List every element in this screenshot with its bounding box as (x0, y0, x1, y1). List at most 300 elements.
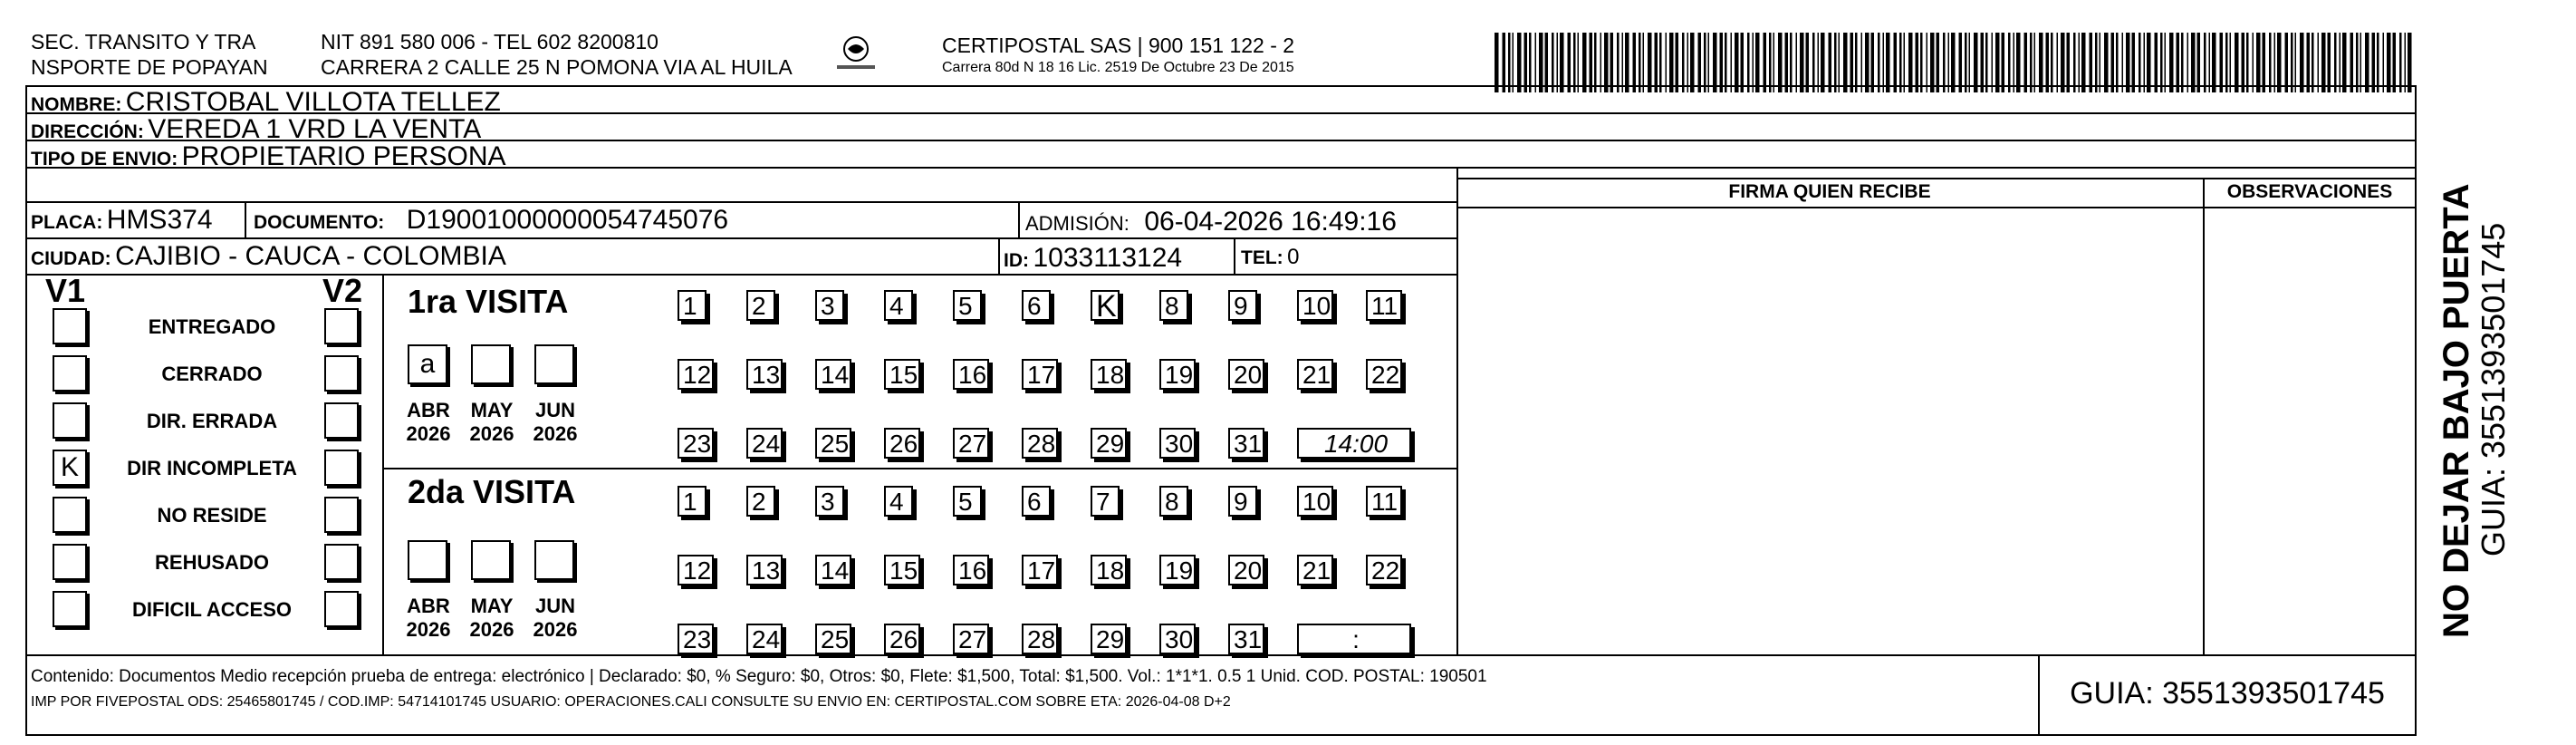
ciudad-value: CAJIBIO - CAUCA - COLOMBIA (115, 241, 506, 271)
status-label: NO RESIDE (157, 504, 267, 527)
documento-label: DOCUMENTO: (254, 212, 385, 233)
footer-guia: GUIA: 3551393501745 (2070, 676, 2385, 711)
barcode-bar (2242, 33, 2245, 92)
day-box[interactable]: 22 (1366, 555, 1402, 585)
day-box[interactable]: 15 (884, 555, 920, 585)
barcode-bar (1908, 33, 1913, 92)
day-box[interactable]: 30 (1159, 624, 1196, 654)
day-box[interactable]: 27 (953, 624, 989, 654)
ciudad-label: CIUDAD: (31, 248, 111, 269)
barcode-bar (2312, 33, 2314, 92)
day-box[interactable]: 11 (1366, 486, 1402, 517)
barcode-bar (1821, 33, 1825, 92)
barcode-bar (2393, 33, 2397, 92)
barcode-bar (1800, 33, 1804, 92)
barcode-bar (2016, 33, 2021, 92)
barcode-bar (1590, 33, 1593, 92)
barcode-bar (2307, 33, 2311, 92)
barcode-bar (1985, 33, 1988, 92)
barcode-bar (1741, 33, 1745, 92)
day-box[interactable]: 1 (678, 290, 706, 321)
barcode-bar (1785, 33, 1789, 92)
barcode-bar (1899, 33, 1902, 92)
side-warning: NO DEJAR BAJO PUERTA (2437, 183, 2476, 638)
barcode-bar (2187, 33, 2189, 92)
barcode-bar (2342, 33, 2347, 92)
sender-name (31, 29, 268, 80)
documento-value: D19001000000054745076 (406, 205, 729, 235)
barcode-bar (1920, 33, 1923, 92)
barcode-bar (1643, 33, 1645, 92)
barcode-bar (1812, 33, 1815, 92)
month-label (397, 595, 460, 642)
day-box[interactable]: 24 (746, 428, 783, 459)
day-box[interactable]: 4 (884, 290, 913, 321)
day-box[interactable]: 31 (1228, 428, 1264, 459)
id-field (1004, 243, 1182, 274)
month-checkbox[interactable] (534, 540, 574, 580)
day-box[interactable]: 14 (815, 359, 851, 390)
tipo-envio-label: TIPO DE ENVIO: (31, 149, 178, 169)
barcode-bar (2160, 33, 2163, 92)
status-v1-checkbox[interactable] (53, 355, 87, 392)
barcode-bar (1861, 33, 1863, 92)
barcode-bar (2169, 33, 2174, 92)
barcode-bar (1687, 33, 1689, 92)
barcode-bar (2209, 33, 2211, 92)
month-name: MAY (470, 399, 514, 421)
barcode-bar (1959, 33, 1963, 92)
barcode-bar (2334, 33, 2337, 92)
direccion-label: DIRECCIÓN: (31, 121, 144, 142)
month-checkbox[interactable] (471, 344, 511, 384)
admision-label: ADMISIÓN: (1025, 212, 1129, 235)
barcode-bar (2285, 33, 2289, 92)
day-box[interactable]: 19 (1159, 555, 1196, 585)
barcode-bar (1600, 33, 1602, 92)
barcode-bar (2300, 33, 2304, 92)
visit1-title: 1ra VISITA (408, 283, 569, 320)
barcode-bar (2263, 33, 2266, 92)
direccion-field (31, 114, 481, 145)
barcode-bar (2383, 33, 2385, 92)
barcode-bar (1937, 33, 1940, 92)
barcode-bar (2405, 33, 2407, 92)
status-v1-checkbox[interactable] (53, 591, 87, 627)
month-name: ABR (407, 595, 450, 617)
placa-value: HMS374 (106, 205, 213, 235)
barcode-bar (1539, 33, 1543, 92)
barcode-bar (2095, 33, 2098, 92)
day-box[interactable]: 10 (1297, 486, 1333, 517)
barcode-bar (2220, 33, 2224, 92)
month-name: ABR (407, 399, 450, 421)
observaciones-area[interactable] (2206, 210, 2413, 651)
v1-label: V1 (45, 272, 86, 309)
barcode-bar (2002, 33, 2005, 92)
day-box[interactable]: 6 (1022, 290, 1051, 321)
tipo-envio-field (31, 141, 506, 172)
barcode (1495, 33, 2418, 92)
courier-line2: Carrera 80d N 18 16 Lic. 2519 De Octubre 23 De 2015 (942, 60, 1294, 75)
barcode-bar (2256, 33, 2261, 92)
barcode-bar (2356, 33, 2359, 92)
barcode-bar (1503, 33, 1506, 92)
id-value: 1033113124 (1033, 243, 1183, 273)
barcode-bar (2295, 33, 2297, 92)
barcode-bar (2165, 33, 2167, 92)
barcode-bar (2155, 33, 2158, 92)
barcode-bar (2014, 33, 2015, 92)
day-box[interactable]: K (1091, 290, 1120, 321)
barcode-bar (1610, 33, 1614, 92)
barcode-bar (2144, 33, 2146, 92)
barcode-bar (2350, 33, 2354, 92)
day-box[interactable]: 21 (1297, 555, 1333, 585)
barcode-bar (1604, 33, 1609, 92)
placa-label: PLACA: (31, 212, 103, 233)
day-box[interactable]: 5 (953, 486, 982, 517)
barcode-bar (2377, 33, 2379, 92)
barcode-bar (1625, 33, 1629, 92)
barcode-bar (2318, 33, 2320, 92)
barcode-bar (1622, 33, 1624, 92)
barcode-bar (1943, 33, 1946, 92)
barcode-bar (1930, 33, 1935, 92)
barcode-bar (1648, 33, 1652, 92)
day-box[interactable]: 9 (1228, 290, 1257, 321)
day-box[interactable]: 23 (678, 428, 714, 459)
day-box[interactable]: 16 (953, 555, 989, 585)
time-box[interactable]: : (1297, 624, 1411, 654)
barcode-bar (2100, 33, 2101, 92)
barcode-bar (2328, 33, 2331, 92)
status-v2-checkbox[interactable] (324, 544, 359, 580)
barcode-bar (1524, 33, 1528, 92)
day-box[interactable]: 29 (1091, 624, 1127, 654)
nombre-label: NOMBRE: (31, 94, 122, 115)
day-box[interactable]: 20 (1228, 555, 1264, 585)
day-box[interactable]: 28 (1022, 428, 1058, 459)
v2-label: V2 (322, 272, 363, 309)
day-box[interactable]: 31 (1228, 624, 1264, 654)
day-box[interactable]: 22 (1366, 359, 1402, 390)
barcode-bar (1517, 33, 1522, 92)
month-label (397, 399, 460, 446)
documento-field (254, 205, 728, 236)
barcode-bar (1508, 33, 1511, 92)
barcode-bar (1676, 33, 1679, 92)
barcode-bar (2034, 33, 2036, 92)
day-box[interactable]: 6 (1022, 486, 1051, 517)
side-guia: GUIA: 3551393501745 (2475, 222, 2512, 556)
sender-contact (321, 29, 793, 80)
barcode-bar (1669, 33, 1674, 92)
status-label: DIR. ERRADA (146, 410, 278, 432)
day-box[interactable]: 2 (746, 486, 775, 517)
day-box[interactable]: 19 (1159, 359, 1196, 390)
day-box[interactable]: 18 (1091, 555, 1127, 585)
barcode-bar (1850, 33, 1854, 92)
day-box[interactable]: 13 (746, 359, 783, 390)
barcode-bar (1639, 33, 1641, 92)
contenido-text: Contenido: Documentos Medio recepción prueba de entrega: electrónico | Declarado: $0, % Seguro: $0, Otros: $0, Flete: $1,500, Total: $1,500. Vol.: 1*1*1. 0.5 1 Unid. COD. POSTAL: 190501 (31, 667, 1487, 686)
tel-value: 0 (1287, 245, 1300, 269)
month-name: JUN (534, 399, 575, 421)
barcode-bar (2340, 33, 2341, 92)
barcode-bar (1578, 33, 1580, 92)
barcode-bar (1818, 33, 1820, 92)
barcode-bar (1617, 33, 1620, 92)
barcode-bar (1948, 33, 1950, 92)
barcode-bar (1764, 33, 1767, 92)
barcode-bar (2046, 33, 2050, 92)
barcode-bar (1916, 33, 1919, 92)
status-v2-checkbox[interactable] (324, 308, 359, 344)
barcode-bar (1886, 33, 1890, 92)
status-v2-checkbox[interactable] (324, 497, 359, 533)
barcode-bar (1682, 33, 1685, 92)
admision-field (1025, 207, 1397, 237)
day-box[interactable]: 1 (678, 486, 706, 517)
nit-line: NIT 891 580 006 - TEL 602 8200810 (321, 30, 658, 53)
tipo-envio-value: PROPIETARIO PERSONA (181, 141, 506, 171)
day-box[interactable]: 10 (1297, 290, 1333, 321)
day-box[interactable]: 12 (678, 555, 714, 585)
barcode-bar (2225, 33, 2228, 92)
month-label (460, 399, 524, 446)
imp-text: IMP POR FIVEPOSTAL ODS: 25465801745 / COD.IMP: 54714101745 USUARIO: OPERACIONES.CALI CONSULTE SU ENVIO EN: CERTIPOSTAL.COM SOBRE ETA: 2026-04-08 D+2 (31, 694, 1231, 710)
barcode-bar (2277, 33, 2282, 92)
status-v1-checkbox[interactable] (53, 497, 87, 533)
barcode-bar (1981, 33, 1985, 92)
day-box[interactable]: 8 (1159, 290, 1188, 321)
barcode-bar (2235, 33, 2239, 92)
barcode-bar (2274, 33, 2276, 92)
time-box[interactable]: 14:00 (1297, 428, 1411, 459)
day-box[interactable]: 3 (815, 290, 844, 321)
month-label (460, 595, 524, 642)
barcode-bar (1529, 33, 1532, 92)
barcode-bar (1659, 33, 1662, 92)
day-box[interactable]: 21 (1297, 359, 1333, 390)
barcode-bar (1698, 33, 1702, 92)
barcode-bar (2291, 33, 2293, 92)
barcode-bar (2399, 33, 2402, 92)
barcode-bar (1560, 33, 1564, 92)
barcode-bar (2197, 33, 2201, 92)
barcode-bar (1545, 33, 1549, 92)
barcode-bar (2365, 33, 2369, 92)
status-v1-checkbox[interactable] (53, 308, 87, 344)
barcode-bar (1747, 33, 1750, 92)
day-box[interactable]: 27 (953, 428, 989, 459)
barcode-bar (1769, 33, 1772, 92)
courier-line1: CERTIPOSTAL SAS | 900 151 122 - 2 (942, 34, 1295, 57)
barcode-bar (1839, 33, 1841, 92)
day-box[interactable]: 17 (1022, 555, 1058, 585)
barcode-bar (2126, 33, 2130, 92)
barcode-bar (1871, 33, 1875, 92)
admision-value: 06-04-2026 16:49:16 (1144, 207, 1397, 237)
month-year: 2026 (469, 422, 514, 445)
barcode-bar (2181, 33, 2184, 92)
barcode-bar (2132, 33, 2136, 92)
barcode-bar (1904, 33, 1906, 92)
barcode-bar (2030, 33, 2033, 92)
day-box[interactable]: 9 (1228, 486, 1257, 517)
tel-label: TEL: (1241, 247, 1283, 268)
month-checkbox[interactable] (408, 540, 447, 580)
day-box[interactable]: 14 (815, 555, 851, 585)
barcode-bar (2408, 33, 2412, 92)
barcode-bar (2111, 33, 2115, 92)
barcode-bar (1735, 33, 1739, 92)
barcode-bar (1713, 33, 1717, 92)
day-box[interactable]: 24 (746, 624, 783, 654)
day-box[interactable]: 18 (1091, 359, 1127, 390)
barcode-bar (1655, 33, 1658, 92)
barcode-bar (2116, 33, 2119, 92)
day-box[interactable]: 11 (1366, 290, 1402, 321)
barcode-bar (1573, 33, 1576, 92)
status-v1-checkbox[interactable]: K (53, 450, 87, 486)
barcode-bar (1865, 33, 1870, 92)
month-checkbox[interactable] (534, 344, 574, 384)
day-box[interactable]: 26 (884, 428, 920, 459)
barcode-bar (1755, 33, 1760, 92)
barcode-bar (2090, 33, 2093, 92)
barcode-bar (1552, 33, 1554, 92)
status-v2-checkbox[interactable] (324, 591, 359, 627)
barcode-bar (1582, 33, 1587, 92)
day-box[interactable]: 28 (1022, 624, 1058, 654)
barcode-bar (2008, 33, 2011, 92)
id-label: ID: (1004, 250, 1029, 271)
day-box[interactable]: 2 (746, 290, 775, 321)
month-year: 2026 (469, 618, 514, 641)
barcode-bar (2360, 33, 2362, 92)
firma-header: FIRMA QUIEN RECIBE (1728, 181, 1931, 202)
barcode-bar (2039, 33, 2043, 92)
barcode-bar (2269, 33, 2272, 92)
barcode-bar (2191, 33, 2196, 92)
day-box[interactable]: 23 (678, 624, 714, 654)
barcode-bar (1992, 33, 1994, 92)
barcode-bar (1773, 33, 1775, 92)
barcode-bar (1951, 33, 1956, 92)
signature-area[interactable] (1460, 210, 2199, 651)
visit2-title: 2da VISITA (408, 473, 576, 510)
direccion-value: VEREDA 1 VRD LA VENTA (148, 114, 482, 144)
barcode-bar (2061, 33, 2065, 92)
day-box[interactable]: 25 (815, 624, 851, 654)
barcode-bar (1690, 33, 1695, 92)
barcode-bar (2139, 33, 2141, 92)
barcode-bar (1855, 33, 1858, 92)
barcode-bar (1790, 33, 1793, 92)
barcode-bar (1594, 33, 1597, 92)
barcode-bar (1995, 33, 2000, 92)
nombre-value: CRISTOBAL VILLOTA TELLEZ (125, 87, 501, 117)
barcode-bar (1927, 33, 1928, 92)
barcode-bar (2081, 33, 2086, 92)
day-box[interactable]: 5 (953, 290, 982, 321)
barcode-bar (1720, 33, 1724, 92)
month-checkbox[interactable] (471, 540, 511, 580)
day-box[interactable]: 29 (1091, 428, 1127, 459)
barcode-bar (1708, 33, 1710, 92)
day-box[interactable]: 13 (746, 555, 783, 585)
barcode-bar (1513, 33, 1514, 92)
barcode-bar (2253, 33, 2254, 92)
barcode-bar (1535, 33, 1537, 92)
certipostal-logo-icon (835, 34, 877, 74)
barcode-bar (2104, 33, 2109, 92)
barcode-bar (2147, 33, 2151, 92)
status-v1-checkbox[interactable] (53, 402, 87, 439)
barcode-bar (2387, 33, 2391, 92)
day-box[interactable]: 12 (678, 359, 714, 390)
day-box[interactable]: 17 (1022, 359, 1058, 390)
status-v2-checkbox[interactable] (324, 402, 359, 439)
month-year: 2026 (533, 618, 578, 641)
month-label (524, 595, 587, 642)
status-v2-checkbox[interactable] (324, 355, 359, 392)
status-label: DIFICIL ACCESO (131, 598, 292, 621)
barcode-bar (1568, 33, 1572, 92)
day-box[interactable]: 20 (1228, 359, 1264, 390)
month-checkbox[interactable]: a (408, 344, 447, 384)
barcode-bar (1704, 33, 1706, 92)
barcode-bar (1974, 33, 1978, 92)
barcode-bar (2372, 33, 2376, 92)
barcode-bar (2177, 33, 2180, 92)
day-box[interactable]: 4 (884, 486, 913, 517)
month-name: JUN (534, 595, 575, 617)
barcode-bar (1965, 33, 1967, 92)
barcode-bar (2024, 33, 2028, 92)
day-box[interactable]: 25 (815, 428, 851, 459)
day-box[interactable]: 26 (884, 624, 920, 654)
barcode-bar (1633, 33, 1637, 92)
day-box[interactable]: 7 (1091, 486, 1120, 517)
tel-field (1241, 245, 1299, 270)
barcode-bar (1883, 33, 1885, 92)
day-box[interactable]: 3 (815, 486, 844, 517)
barcode-bar (2230, 33, 2232, 92)
barcode-bar (1878, 33, 1880, 92)
barcode-bar (2204, 33, 2206, 92)
barcode-bar (1753, 33, 1754, 92)
barcode-bar (2067, 33, 2071, 92)
barcode-bar (1806, 33, 1810, 92)
month-name: MAY (470, 595, 514, 617)
month-label (524, 399, 587, 446)
day-box[interactable]: 8 (1159, 486, 1188, 517)
status-v1-checkbox[interactable] (53, 544, 87, 580)
placa-field (31, 205, 213, 236)
day-box[interactable]: 15 (884, 359, 920, 390)
barcode-bar (1666, 33, 1668, 92)
day-box[interactable]: 30 (1159, 428, 1196, 459)
barcode-bar (1796, 33, 1798, 92)
status-v2-checkbox[interactable] (324, 450, 359, 486)
status-label: ENTREGADO (148, 315, 276, 338)
barcode-bar (2079, 33, 2081, 92)
day-box[interactable]: 16 (953, 359, 989, 390)
barcode-bar (2051, 33, 2053, 92)
